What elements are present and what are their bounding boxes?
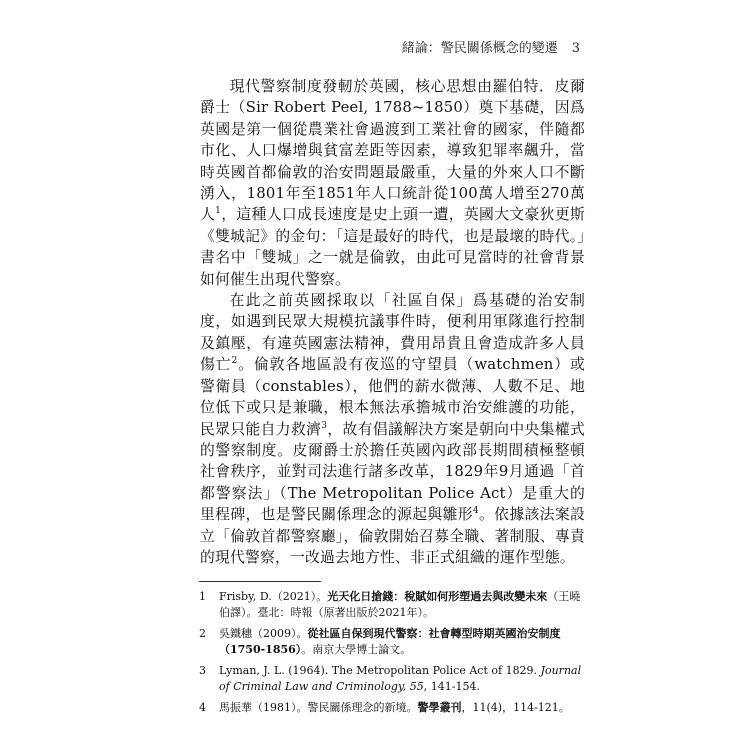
footnote-title: 光天化日搶錢：稅賦如何形塑過去與改變未來 — [327, 590, 548, 603]
footnote-pages: , 141-154. — [423, 680, 480, 693]
footnote-author: 馬振華（1981）。警民關係理念的新境。 — [219, 701, 418, 714]
footnote-publication: （王曉伯譯）。臺北：時報（原著出版於2021年）。 — [219, 590, 581, 619]
footnote-ref-2[interactable]: 2 — [231, 356, 238, 367]
paragraph-2-part-2: 。倫敦各地區設有夜巡的守望員（watchmen）或警衛員（constables），他們的薪水微薄、人數不足、地位低下或只是兼職，根本無法承擔城市治安維護的功能，民眾只能自力救濟 — [200, 356, 585, 438]
footnote-3 — [199, 663, 587, 695]
paragraph-1 — [200, 76, 585, 290]
paragraph-2-part-3: ，故有倡議解決方案是朝向中央集權式的警察制度。皮爾爵士於擔任英國內政部長期間積極整頓社會秩序，並對司法進行諸多改革，1829年9月通過「首都警察法」（The Metropolitan Police Act）是重大的里程碑，也是警民關係理念的源起與雛形 — [200, 420, 585, 524]
footnote-number: 2 — [199, 627, 206, 640]
footnote-text — [219, 626, 587, 658]
chapter-title: 緒論：警民關係概念的變遷 — [401, 41, 558, 56]
paragraph-2 — [200, 290, 585, 568]
footnote-journal: Journal of Criminal Law and Criminology, 55 — [219, 664, 582, 693]
footnote-author: 吳鐵穗（2009）。 — [219, 627, 308, 640]
footnote-ref-1[interactable]: 1 — [215, 206, 222, 217]
main-body-text — [200, 76, 585, 568]
footnote-number: 4 — [199, 701, 206, 714]
running-header — [390, 37, 580, 56]
footnote-divider — [199, 581, 321, 582]
footnote-author: Lyman, J. L. (1964). The Metropolitan Police Act of 1829. — [219, 664, 541, 677]
footnote-journal: 警學叢刊 — [417, 701, 462, 714]
paragraph-2-part-1: 在此之前英國採取以「社區自保」爲基礎的治安制度，如遇到民眾大規模抗議事件時，便利用軍隊進行控制及鎮壓，有違英國憲法精神，費用昂貴且會造成許多人員傷亡 — [200, 292, 585, 374]
footnote-1 — [199, 589, 587, 621]
footnote-2 — [199, 626, 587, 658]
footnote-number: 1 — [199, 590, 206, 603]
footnote-4 — [199, 700, 587, 716]
footnotes — [199, 589, 587, 721]
footnote-ref-3[interactable]: 3 — [321, 420, 328, 431]
footnote-pages: ，11(4)，114-121。 — [461, 701, 570, 714]
page-number: 3 — [571, 41, 580, 56]
footnote-title: 從社區自保到現代警察：社會轉型時期英國治安制度（1750-1856） — [219, 627, 561, 656]
footnote-text — [219, 589, 587, 621]
footnote-number: 3 — [199, 664, 206, 677]
footnote-author: Frisby, D.（2021）。 — [219, 590, 328, 603]
footnote-ref-4[interactable]: 4 — [472, 506, 479, 517]
paragraph-1-part-1: 現代警察制度發軔於英國，核心思想由羅伯特．皮爾爵士（Sir Robert Peel, 1788~1850）奠下基礎，因爲英國是第一個從農業社會過渡到工業社會的國家，伴隨都市化、人口爆增與貧富差距等因素，導致犯罪率飆升，當時英國首都倫敦的治安問題最嚴重，大量的外來人口不斷湧入，1801年至1851年人口統計從100萬人增至270萬人 — [200, 78, 585, 224]
footnote-text — [219, 700, 587, 716]
paragraph-2-part-4: 。依據該法案設立「倫敦首都警察廳」，倫敦開始召募全職、著制服、專責的現代警察，一改過去地方性、非正式組織的運作型態。 — [200, 506, 585, 566]
footnote-text — [219, 663, 587, 695]
footnote-publication: 。南京大學博士論文。 — [301, 643, 412, 656]
paragraph-1-part-2: ，這種人口成長速度是史上頭一遭，英國大文豪狄更斯《雙城記》的金句：「這是最好的時代，也是最壞的時代。」書名中「雙城」之一就是倫敦，由此可見當時的社會背景如何催生出現代警察。 — [200, 206, 585, 288]
